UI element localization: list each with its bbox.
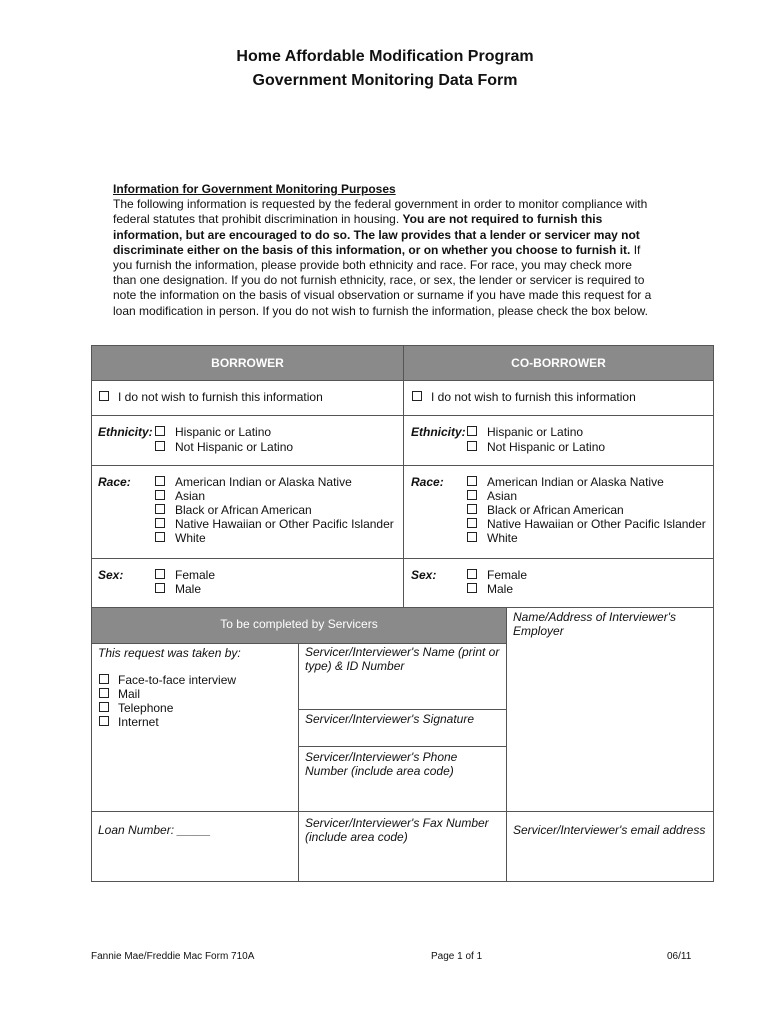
coborrower-not-hispanic-checkbox[interactable] (467, 441, 477, 451)
borrower-race-native-checkbox[interactable] (155, 476, 165, 486)
servicer-header (92, 608, 506, 643)
method-face-to-face-checkbox[interactable] (99, 674, 109, 684)
coborrower-race-asian-label: Asian (487, 489, 518, 503)
borrower-decline-label: I do not wish to furnish this information (118, 390, 323, 404)
coborrower-ethnicity-label: Ethnicity: (411, 425, 466, 439)
servicer-row-divider (91, 811, 714, 812)
coborrower-not-hispanic-label: Not Hispanic or Latino (487, 440, 606, 454)
borrower-header (92, 346, 403, 380)
borrower-race-native-label: American Indian or Alaska Native (175, 475, 352, 489)
table-divider (403, 346, 404, 608)
intro-text-2: If you furnish the information, please provide both ethnicity and race. For race, you may check more than one designation. If you do not furnish ethnicity, race, or sex, the lender or servicer is required to note the information on the basis of visual observation or surname if you have made this request for a loan modification in person. If you do not wish to furnish the information, please check the box below. (113, 242, 652, 318)
coborrower-male-checkbox[interactable] (467, 583, 477, 593)
method-internet-checkbox[interactable] (99, 716, 109, 726)
borrower-female-label: Female (175, 568, 216, 582)
interviewer-name-field-label: Servicer/Interviewer's Name (print or type) & ID Number (305, 645, 500, 674)
coborrower-race-black-label: Black or African American (487, 503, 624, 517)
borrower-female-checkbox[interactable] (155, 569, 165, 579)
method-telephone-checkbox[interactable] (99, 702, 109, 712)
borrower-race-black-checkbox[interactable] (155, 504, 165, 514)
row-divider (91, 558, 714, 559)
intro-text-bold: You are not required to furnish this information, but are encouraged to do so. The law provides that a lender or servicer may not discriminate either on the basis of this information, or on whether you choose to furnish it. (113, 212, 640, 257)
footer-page-number: Page 1 of 1 (431, 951, 483, 962)
coborrower-race-asian-checkbox[interactable] (467, 490, 477, 500)
interviewer-fax-field-label: Servicer/Interviewer's Fax Number (include area code) (305, 816, 489, 845)
interviewer-email-field-label: Servicer/Interviewer's email address (513, 823, 706, 837)
borrower-race-white-label: White (175, 531, 206, 545)
borrower-race-hawaiian-label: Native Hawaiian or Other Pacific Islander (175, 517, 394, 531)
coborrower-hispanic-label: Hispanic or Latino (487, 425, 584, 439)
form-title-line2: Government Monitoring Data Form (252, 72, 518, 89)
row-divider (91, 380, 714, 381)
borrower-not-hispanic-checkbox[interactable] (155, 441, 165, 451)
borrower-race-white-checkbox[interactable] (155, 532, 165, 542)
borrower-male-checkbox[interactable] (155, 583, 165, 593)
servicer-row-divider (298, 746, 507, 747)
coborrower-decline-checkbox[interactable] (412, 391, 422, 401)
borrower-hispanic-label: Hispanic or Latino (175, 425, 272, 439)
method-telephone-label: Telephone (118, 701, 174, 715)
intro-section (113, 182, 658, 319)
interviewer-signature-field-label: Servicer/Interviewer's Signature (305, 712, 475, 726)
footer-form-id: Fannie Mae/Freddie Mac Form 710A (91, 951, 255, 962)
row-divider (91, 465, 714, 466)
method-internet-label: Internet (118, 715, 159, 729)
coborrower-race-native-label: American Indian or Alaska Native (487, 475, 664, 489)
coborrower-sex-label: Sex: (411, 568, 437, 582)
request-taken-label: This request was taken by: (98, 646, 241, 660)
interviewer-phone-field-label: Servicer/Interviewer's Phone Number (include area code) (305, 750, 458, 779)
servicer-row-divider (91, 643, 507, 644)
servicer-divider (506, 608, 507, 881)
method-mail-checkbox[interactable] (99, 688, 109, 698)
servicer-header-label: To be completed by Servicers (220, 617, 378, 631)
coborrower-decline-label: I do not wish to furnish this information (431, 390, 636, 404)
coborrower-race-black-checkbox[interactable] (467, 504, 477, 514)
servicer-divider (298, 643, 299, 881)
coborrower-race-label: Race: (411, 475, 444, 489)
coborrower-female-checkbox[interactable] (467, 569, 477, 579)
coborrower-race-white-checkbox[interactable] (467, 532, 477, 542)
coborrower-female-label: Female (487, 568, 528, 582)
method-face-to-face-label: Face-to-face interview (118, 673, 237, 687)
loan-number-field[interactable]: Loan Number: _____ (98, 823, 211, 837)
borrower-not-hispanic-label: Not Hispanic or Latino (175, 440, 294, 454)
coborrower-male-label: Male (487, 582, 514, 596)
intro-text-1: The following information is requested by the federal government in order to monitor compliance with federal statutes that prohibit discrimination in housing. (113, 197, 648, 227)
borrower-decline-checkbox[interactable] (99, 391, 109, 401)
coborrower-header-label: CO-BORROWER (511, 356, 606, 370)
form-title-line1: Home Affordable Modification Program (236, 48, 534, 65)
coborrower-hispanic-checkbox[interactable] (467, 426, 477, 436)
borrower-race-label: Race: (98, 475, 131, 489)
borrower-race-black-label: Black or African American (175, 503, 312, 517)
coborrower-race-white-label: White (487, 531, 518, 545)
borrower-race-hawaiian-checkbox[interactable] (155, 518, 165, 528)
method-mail-label: Mail (118, 687, 141, 701)
row-divider (91, 415, 714, 416)
servicer-row-divider (298, 709, 507, 710)
coborrower-race-hawaiian-checkbox[interactable] (467, 518, 477, 528)
intro-heading: Information for Government Monitoring Purposes (113, 182, 396, 196)
borrower-race-asian-label: Asian (175, 489, 206, 503)
footer-date: 06/11 (667, 951, 692, 962)
borrower-ethnicity-label: Ethnicity: (98, 425, 153, 439)
coborrower-header (404, 346, 713, 380)
borrower-hispanic-checkbox[interactable] (155, 426, 165, 436)
borrower-male-label: Male (175, 582, 202, 596)
borrower-header-label: BORROWER (211, 356, 284, 370)
borrower-race-asian-checkbox[interactable] (155, 490, 165, 500)
employer-field-label: Name/Address of Interviewer's Employer (513, 610, 677, 639)
coborrower-race-native-checkbox[interactable] (467, 476, 477, 486)
coborrower-race-hawaiian-label: Native Hawaiian or Other Pacific Islander (487, 517, 706, 531)
borrower-sex-label: Sex: (98, 568, 124, 582)
